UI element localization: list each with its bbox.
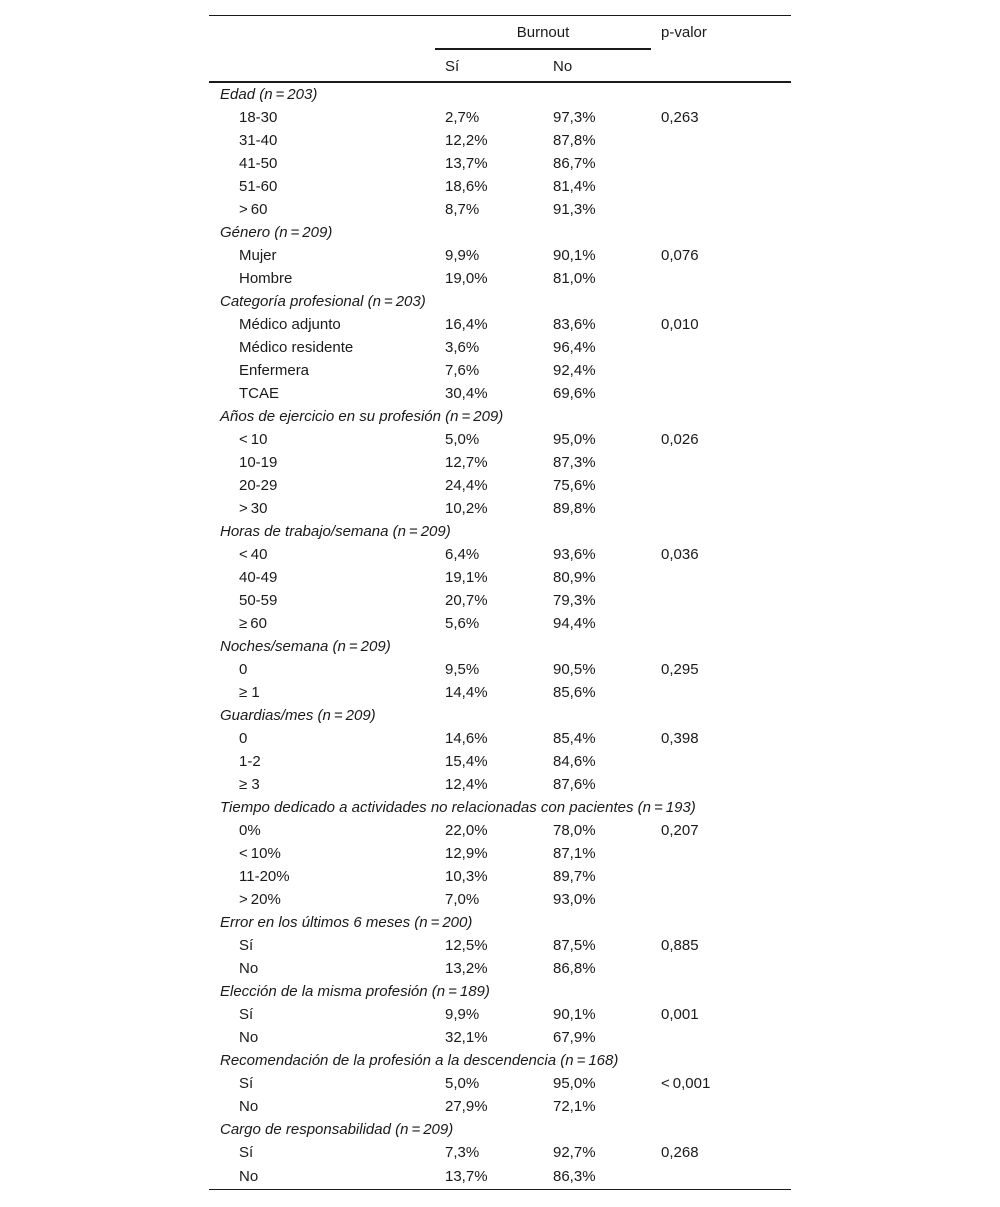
table-row bbox=[209, 497, 791, 520]
cell-p-value bbox=[651, 175, 791, 198]
group-label: Error en los últimos 6 meses (n = 200) bbox=[220, 913, 473, 931]
cell-no-percent: 78,0% bbox=[553, 821, 596, 839]
cell-si-percent: 32,1% bbox=[445, 1028, 488, 1046]
table-row bbox=[209, 681, 791, 704]
row-label: 18-30 bbox=[239, 108, 278, 126]
row-label: 51-60 bbox=[239, 177, 278, 195]
cell-no-percent: 93,0% bbox=[553, 890, 596, 908]
cell-si-percent: 12,5% bbox=[445, 936, 488, 954]
cell-p-value bbox=[651, 198, 791, 221]
table-row bbox=[209, 244, 791, 267]
table-row bbox=[209, 1164, 791, 1190]
table-row bbox=[209, 1141, 791, 1164]
row-label: 11-20% bbox=[239, 867, 290, 885]
cell-si-percent: 9,5% bbox=[445, 660, 480, 678]
row-label: Médico adjunto bbox=[239, 315, 341, 333]
cell-si-percent: 13,7% bbox=[435, 1164, 543, 1190]
cell-si-percent: 12,9% bbox=[445, 844, 488, 862]
cell-si-percent: 6,4% bbox=[445, 545, 480, 563]
cell-p-value: 0,010 bbox=[661, 315, 699, 333]
cell-si-percent: 5,6% bbox=[445, 614, 480, 632]
row-label: < 10 bbox=[239, 430, 268, 448]
row-label: 1-2 bbox=[239, 752, 261, 770]
cell-p-value: 0,207 bbox=[661, 821, 699, 839]
cell-si-percent: 8,7% bbox=[445, 200, 480, 218]
row-label: TCAE bbox=[239, 384, 280, 402]
group-row bbox=[209, 520, 791, 543]
cell-p-value bbox=[651, 888, 791, 911]
header-no: No bbox=[543, 49, 651, 82]
row-label: ≥ 3 bbox=[239, 775, 260, 793]
group-label: Guardias/mes (n = 209) bbox=[220, 706, 376, 724]
cell-no-percent: 94,4% bbox=[553, 614, 596, 632]
row-label: Sí bbox=[239, 936, 254, 954]
cell-p-value bbox=[651, 589, 791, 612]
group-label: Género (n = 209) bbox=[220, 223, 333, 241]
table-row bbox=[209, 957, 791, 980]
cell-si-percent: 19,0% bbox=[445, 269, 488, 287]
row-label: Sí bbox=[239, 1074, 254, 1092]
cell-si-percent: 20,7% bbox=[445, 591, 488, 609]
row-label: 20-29 bbox=[239, 476, 278, 494]
row-label: 0% bbox=[239, 821, 261, 839]
row-label: Sí bbox=[239, 1005, 254, 1023]
row-label: 0 bbox=[239, 729, 248, 747]
cell-p-value: 0,398 bbox=[661, 729, 699, 747]
cell-si-percent: 15,4% bbox=[445, 752, 488, 770]
row-label: < 40 bbox=[239, 545, 268, 563]
cell-si-percent: 7,3% bbox=[445, 1143, 480, 1161]
cell-no-percent: 89,8% bbox=[553, 499, 596, 517]
cell-p-value bbox=[651, 382, 791, 405]
row-label: 41-50 bbox=[239, 154, 278, 172]
table-row bbox=[209, 451, 791, 474]
cell-no-percent: 87,3% bbox=[553, 453, 596, 471]
cell-no-percent: 95,0% bbox=[553, 1074, 596, 1092]
cell-si-percent: 10,3% bbox=[445, 867, 488, 885]
cell-si-percent: 10,2% bbox=[445, 499, 488, 517]
cell-p-value: 0,295 bbox=[661, 660, 699, 678]
group-row bbox=[209, 796, 791, 819]
row-label: No bbox=[239, 959, 259, 977]
table-row bbox=[209, 152, 791, 175]
cell-p-value: 0,263 bbox=[661, 108, 699, 126]
group-label: Tiempo dedicado a actividades no relacionadas con pacientes (n = 193) bbox=[220, 798, 696, 816]
row-label: 40-49 bbox=[239, 568, 278, 586]
table-row bbox=[209, 198, 791, 221]
cell-p-value bbox=[651, 842, 791, 865]
row-label: > 30 bbox=[239, 499, 268, 517]
cell-no-percent: 92,4% bbox=[553, 361, 596, 379]
cell-no-percent: 81,0% bbox=[553, 269, 596, 287]
cell-no-percent: 87,1% bbox=[553, 844, 596, 862]
cell-no-percent: 92,7% bbox=[553, 1143, 596, 1161]
row-label: Sí bbox=[239, 1143, 254, 1161]
row-label: ≥ 60 bbox=[239, 614, 267, 632]
group-label: Noches/semana (n = 209) bbox=[220, 637, 391, 655]
cell-si-percent: 3,6% bbox=[445, 338, 480, 356]
row-label: No bbox=[239, 1097, 259, 1115]
group-row bbox=[209, 82, 791, 106]
cell-no-percent: 95,0% bbox=[553, 430, 596, 448]
table-header bbox=[209, 16, 791, 82]
cell-no-percent: 87,6% bbox=[553, 775, 596, 793]
cell-p-value bbox=[651, 152, 791, 175]
row-label: > 60 bbox=[239, 200, 268, 218]
cell-p-value bbox=[651, 566, 791, 589]
cell-p-value bbox=[651, 1026, 791, 1049]
table-row bbox=[209, 750, 791, 773]
cell-p-value bbox=[651, 497, 791, 520]
cell-si-percent: 18,6% bbox=[445, 177, 488, 195]
cell-p-value bbox=[651, 865, 791, 888]
table-row bbox=[209, 842, 791, 865]
cell-p-value bbox=[651, 957, 791, 980]
cell-p-value bbox=[651, 336, 791, 359]
cell-si-percent: 24,4% bbox=[445, 476, 488, 494]
cell-p-value: 0,885 bbox=[661, 936, 699, 954]
row-label: No bbox=[239, 1028, 259, 1046]
row-label: 50-59 bbox=[239, 591, 278, 609]
cell-si-percent: 30,4% bbox=[445, 384, 488, 402]
cell-si-percent: 12,7% bbox=[445, 453, 488, 471]
cell-p-value: 0,026 bbox=[661, 430, 699, 448]
cell-no-percent: 90,1% bbox=[553, 246, 596, 264]
table-row bbox=[209, 175, 791, 198]
header-burnout: Burnout bbox=[435, 16, 651, 49]
table-row bbox=[209, 313, 791, 336]
group-label: Años de ejercicio en su profesión (n = 209) bbox=[220, 407, 504, 425]
cell-no-percent: 83,6% bbox=[553, 315, 596, 333]
header-empty-cell bbox=[651, 49, 791, 82]
table-row bbox=[209, 1072, 791, 1095]
burnout-table bbox=[209, 15, 791, 1190]
table-row bbox=[209, 1003, 791, 1026]
table-row bbox=[209, 566, 791, 589]
cell-no-percent: 86,7% bbox=[553, 154, 596, 172]
row-label: 31-40 bbox=[239, 131, 278, 149]
group-row bbox=[209, 1118, 791, 1141]
cell-si-percent: 9,9% bbox=[445, 246, 480, 264]
group-row bbox=[209, 911, 791, 934]
cell-no-percent: 90,1% bbox=[553, 1005, 596, 1023]
cell-p-value: 0,001 bbox=[661, 1005, 699, 1023]
table-row bbox=[209, 888, 791, 911]
table-row bbox=[209, 589, 791, 612]
row-label: Mujer bbox=[239, 246, 277, 264]
cell-si-percent: 19,1% bbox=[445, 568, 488, 586]
cell-no-percent: 79,3% bbox=[553, 591, 596, 609]
cell-si-percent: 13,7% bbox=[445, 154, 488, 172]
cell-no-percent: 91,3% bbox=[553, 200, 596, 218]
cell-p-value bbox=[651, 612, 791, 635]
cell-no-percent: 86,3% bbox=[543, 1164, 651, 1190]
cell-no-percent: 72,1% bbox=[553, 1097, 596, 1115]
row-label: > 20% bbox=[239, 890, 281, 908]
row-label: Médico residente bbox=[239, 338, 354, 356]
header-empty-cell bbox=[209, 49, 435, 82]
group-row bbox=[209, 980, 791, 1003]
cell-p-value bbox=[651, 451, 791, 474]
cell-no-percent: 84,6% bbox=[553, 752, 596, 770]
table-row bbox=[209, 267, 791, 290]
table-row bbox=[209, 106, 791, 129]
cell-no-percent: 75,6% bbox=[553, 476, 596, 494]
cell-si-percent: 14,6% bbox=[445, 729, 488, 747]
cell-no-percent: 67,9% bbox=[553, 1028, 596, 1046]
table-row bbox=[209, 336, 791, 359]
cell-si-percent: 13,2% bbox=[445, 959, 488, 977]
cell-p-value bbox=[651, 773, 791, 796]
group-row bbox=[209, 1049, 791, 1072]
cell-no-percent: 96,4% bbox=[553, 338, 596, 356]
table-row bbox=[209, 428, 791, 451]
table-row bbox=[209, 727, 791, 750]
cell-p-value bbox=[651, 681, 791, 704]
cell-no-percent: 80,9% bbox=[553, 568, 596, 586]
cell-si-percent: 12,2% bbox=[445, 131, 488, 149]
row-label: 0 bbox=[239, 660, 248, 678]
row-label: Enfermera bbox=[239, 361, 310, 379]
cell-p-value bbox=[651, 750, 791, 773]
cell-no-percent: 81,4% bbox=[553, 177, 596, 195]
cell-p-value: 0,036 bbox=[661, 545, 699, 563]
table-row bbox=[209, 658, 791, 681]
group-label: Elección de la misma profesión (n = 189) bbox=[220, 982, 490, 1000]
group-label: Categoría profesional (n = 203) bbox=[220, 292, 426, 310]
table-row bbox=[209, 1095, 791, 1118]
header-p-value: p-valor bbox=[651, 16, 791, 49]
table-row bbox=[209, 612, 791, 635]
cell-no-percent: 86,8% bbox=[553, 959, 596, 977]
cell-si-percent: 2,7% bbox=[445, 108, 480, 126]
cell-p-value: 0,268 bbox=[661, 1143, 699, 1161]
cell-si-percent: 27,9% bbox=[445, 1097, 488, 1115]
row-label: No bbox=[209, 1164, 435, 1190]
cell-p-value: < 0,001 bbox=[661, 1074, 711, 1092]
row-label: ≥ 1 bbox=[239, 683, 260, 701]
table-body bbox=[209, 82, 791, 1190]
cell-no-percent: 90,5% bbox=[553, 660, 596, 678]
burnout-table-container bbox=[209, 15, 791, 1190]
table-row bbox=[209, 474, 791, 497]
cell-p-value bbox=[651, 474, 791, 497]
cell-no-percent: 85,4% bbox=[553, 729, 596, 747]
cell-no-percent: 97,3% bbox=[553, 108, 596, 126]
header-si: Sí bbox=[435, 49, 543, 82]
group-label: Edad (n = 203) bbox=[220, 85, 318, 103]
row-label: 10-19 bbox=[239, 453, 278, 471]
group-row bbox=[209, 290, 791, 313]
group-label: Cargo de responsabilidad (n = 209) bbox=[220, 1120, 454, 1138]
cell-si-percent: 16,4% bbox=[445, 315, 488, 333]
cell-si-percent: 5,0% bbox=[445, 1074, 480, 1092]
cell-no-percent: 85,6% bbox=[553, 683, 596, 701]
cell-no-percent: 89,7% bbox=[553, 867, 596, 885]
table-row bbox=[209, 543, 791, 566]
cell-no-percent: 87,5% bbox=[553, 936, 596, 954]
cell-si-percent: 7,0% bbox=[445, 890, 480, 908]
row-label: < 10% bbox=[239, 844, 281, 862]
group-row bbox=[209, 704, 791, 727]
header-empty-cell bbox=[209, 16, 435, 49]
cell-si-percent: 5,0% bbox=[445, 430, 480, 448]
cell-si-percent: 22,0% bbox=[445, 821, 488, 839]
cell-si-percent: 9,9% bbox=[445, 1005, 480, 1023]
table-row bbox=[209, 865, 791, 888]
table-row bbox=[209, 129, 791, 152]
cell-si-percent: 14,4% bbox=[445, 683, 488, 701]
cell-p-value bbox=[651, 129, 791, 152]
row-label: Hombre bbox=[239, 269, 293, 287]
cell-p-value bbox=[651, 267, 791, 290]
group-label: Recomendación de la profesión a la descendencia (n = 168) bbox=[220, 1051, 619, 1069]
cell-p-value bbox=[651, 359, 791, 382]
table-row bbox=[209, 1026, 791, 1049]
group-row bbox=[209, 635, 791, 658]
table-row bbox=[209, 359, 791, 382]
table-row bbox=[209, 773, 791, 796]
cell-p-value: 0,076 bbox=[661, 246, 699, 264]
cell-no-percent: 93,6% bbox=[553, 545, 596, 563]
cell-p-value bbox=[651, 1164, 791, 1190]
group-label: Horas de trabajo/semana (n = 209) bbox=[220, 522, 451, 540]
cell-no-percent: 87,8% bbox=[553, 131, 596, 149]
cell-si-percent: 7,6% bbox=[445, 361, 480, 379]
group-row bbox=[209, 221, 791, 244]
table-row bbox=[209, 382, 791, 405]
table-row bbox=[209, 934, 791, 957]
group-row bbox=[209, 405, 791, 428]
cell-no-percent: 69,6% bbox=[553, 384, 596, 402]
table-row bbox=[209, 819, 791, 842]
cell-p-value bbox=[651, 1095, 791, 1118]
cell-si-percent: 12,4% bbox=[445, 775, 488, 793]
